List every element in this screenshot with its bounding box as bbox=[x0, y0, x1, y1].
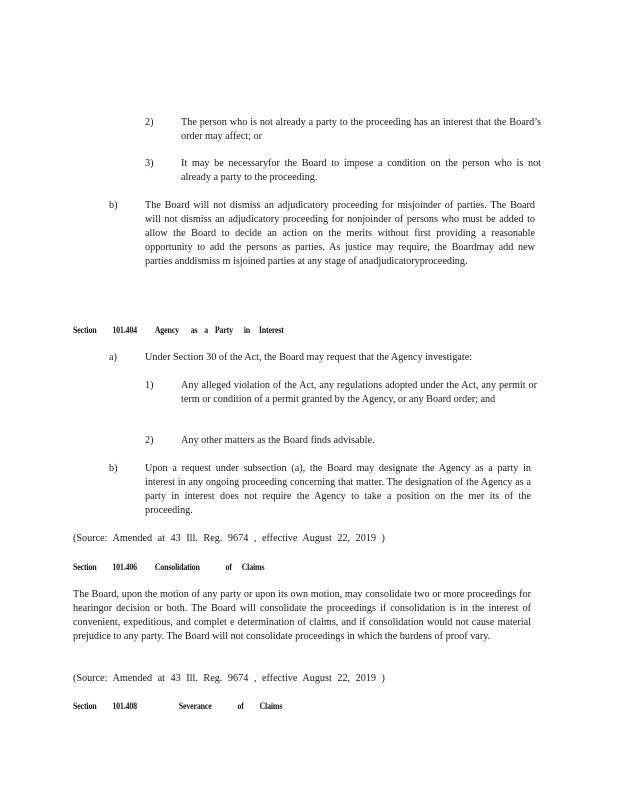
section-heading bbox=[73, 562, 264, 572]
list-item-label: b) bbox=[109, 463, 118, 474]
list-item-text: It may be necessaryfor the Board to impose a condition on the person who is not already a party to the proceeding. bbox=[181, 158, 541, 183]
section-title-word: Claims bbox=[241, 562, 265, 573]
list-item-text: The Board will not dismiss an adjudicatory proceeding for misjoinder of parties. The Board will not dismiss an adjudicatory proceeding for nonjoinder of persons who must be added to allow the Board to decide an action on the merits without first providing a reasonable opportunity to add the persons as parties. As justice may require, the Boardmay add new parties anddismiss m isjoined parties at any stage of anadjudicatoryproceeding. bbox=[145, 200, 535, 267]
list-item-text: The person who is not already a party to the proceeding has an interest that the Board’s order may affect; or bbox=[181, 117, 541, 142]
section-title-word: a bbox=[204, 325, 209, 336]
section-title-word: Claims bbox=[259, 701, 283, 712]
section-heading bbox=[73, 701, 282, 711]
list-item-label: b) bbox=[109, 200, 118, 211]
list-item-text: Upon a request under subsection (a), the Board may designate the Agency as a party in interest in any ongoing proceeding concerning that matter. The designation of the Agency as a party in interest does not require the Agency to take a position on the mer its of the proceeding. bbox=[145, 463, 531, 516]
section-title-word: Agency bbox=[154, 325, 179, 336]
section-number: 101.406 bbox=[112, 562, 137, 573]
list-item-text: Any alleged violation of the Act, any regulations adopted under the Act, any permit or term or condition of a permit granted by the Agency, or any Board order; and bbox=[181, 380, 537, 405]
section-heading bbox=[73, 325, 284, 335]
section-word: Section bbox=[73, 701, 97, 712]
list-item-text: Under Section 30 of the Act, the Board may request that the Agency investigate: bbox=[145, 352, 473, 363]
list-item-label: 1) bbox=[145, 380, 154, 391]
list-item-label: 2) bbox=[145, 435, 154, 446]
list-item-text: Any other matters as the Board finds advisable. bbox=[181, 435, 375, 446]
section-title-word: of bbox=[237, 701, 244, 712]
section-title-word: of bbox=[225, 562, 232, 573]
body-paragraph: The Board, upon the motion of any party or upon its own motion, may consolidate two or more proceedings for hearingor decision or both. The Board will consolidate the proceedings if consolidation is in the interest of convenient, expeditious, and complet e determination of claims, and if consolidation would not cause material prejudice to any party. The Board will not consolidate proceedings in which the burdens of proof vary. bbox=[73, 589, 531, 642]
section-title-word: in bbox=[243, 325, 251, 336]
section-word: Section bbox=[73, 325, 97, 336]
list-item-label: a) bbox=[109, 352, 117, 363]
section-title-word: Interest bbox=[258, 325, 284, 336]
section-number: 101.408 bbox=[112, 701, 137, 712]
section-title-word: Severance bbox=[178, 701, 212, 712]
section-number: 101.404 bbox=[112, 325, 137, 336]
section-title-word: Consolidation bbox=[154, 562, 200, 573]
section-word: Section bbox=[73, 562, 97, 573]
section-title-word: Party bbox=[214, 325, 233, 336]
list-item-label: 2) bbox=[145, 117, 154, 128]
section-title-word: as bbox=[190, 325, 198, 336]
source-note: (Source: Amended at 43 Ill. Reg. 9674 , effective August 22, 2019 ) bbox=[73, 673, 385, 684]
source-note: (Source: Amended at 43 Ill. Reg. 9674 , effective August 22, 2019 ) bbox=[73, 533, 385, 544]
list-item-label: 3) bbox=[145, 158, 154, 169]
